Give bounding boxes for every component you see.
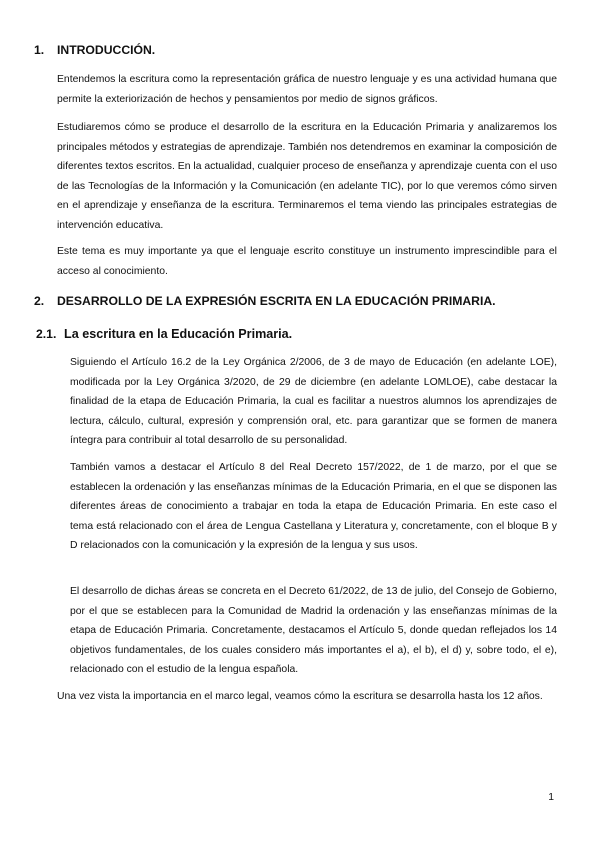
intro-paragraph-1: Entendemos la escritura como la representación gráfica de nuestro lenguaje y es una actividad humana que permite la exteriorización de hechos y pensamientos por medio de signos gráficos. (57, 74, 557, 105)
section-2-1-title: La escritura en la Educación Primaria. (64, 327, 293, 341)
body-paragraph-2: También vamos a destacar el Artículo 8 del Real Decreto 157/2022, de 1 de marzo, por el que se establecen la ordenación y las enseñanzas mínimas de la Educación Primaria, en el que se disponen las diferentes áreas de conocimiento a trabajar en toda la etapa de Educación Primaria. En este caso el tema está relacionado con el área de Lengua Castellana y Literatura y, concretamente, con el bloque B y D relacionados con la comunicación y la expresión de la lengua y sus usos. (70, 462, 557, 552)
body-paragraph-3: El desarrollo de dichas áreas se concreta en el Decreto 61/2022, de 13 de julio, del Consejo de Gobierno, por el que se establecen para la Comunidad de Madrid la ordenación y las enseñanzas mínimas de la etapa de Educación Primaria. Concretamente, destacamos el Artículo 5, donde quedan reflejados los 14 objetivos fundamentales, de los cuales considero más importantes el a), el b), el d) y, sobre todo, el e), relacionado con el estudio de la lengua española. (70, 586, 557, 676)
section-2-number: 2. (34, 294, 45, 308)
section-1-number: 1. (34, 43, 45, 57)
section-2-title: DESARROLLO DE LA EXPRESIÓN ESCRITA EN LA EDUCACIÓN PRIMARIA. (57, 294, 496, 308)
intro-paragraph-3: Este tema es muy importante ya que el lenguaje escrito constituye un instrumento imprescindible para el acceso al conocimiento. (57, 246, 557, 277)
section-1-title: INTRODUCCIÓN. (57, 43, 156, 57)
closing-paragraph: Una vez vista la importancia en el marco legal, veamos cómo la escritura se desarrolla hasta los 12 años. (57, 691, 543, 702)
section-2-1-number: 2.1. (36, 327, 57, 341)
page-number: 1 (548, 792, 554, 803)
body-paragraph-1: Siguiendo el Artículo 16.2 de la Ley Orgánica 2/2006, de 3 de mayo de Educación (en adelante LOE), modificada por la Ley Orgánica 3/2020, de 29 de diciembre (en adelante LOMLOE), cabe destacar la finalidad de la etapa de Educación Primaria, la cual es facilitar a nuestros alumnos los aprendizajes de lectura, cálculo, cultural, expresión y comprensión oral, etc. para garantizar que se formen de manera íntegra para contribuir al total desarrollo de su personalidad. (70, 357, 557, 447)
intro-paragraph-2: Estudiaremos cómo se produce el desarrollo de la escritura en la Educación Primaria y analizaremos los principales métodos y estrategias de aprendizaje. También nos detendremos en examinar la composición de diferentes textos escritos. En la actualidad, cualquier proceso de enseñanza y aprendizaje cuenta con el uso de las Tecnologías de la Información y la Comunicación (en adelante TIC), por lo que veremos cómo sirven en el aprendizaje y enseñanza de la escritura. Terminaremos el tema viendo las principales estrategias de intervención educativa. (57, 122, 557, 231)
